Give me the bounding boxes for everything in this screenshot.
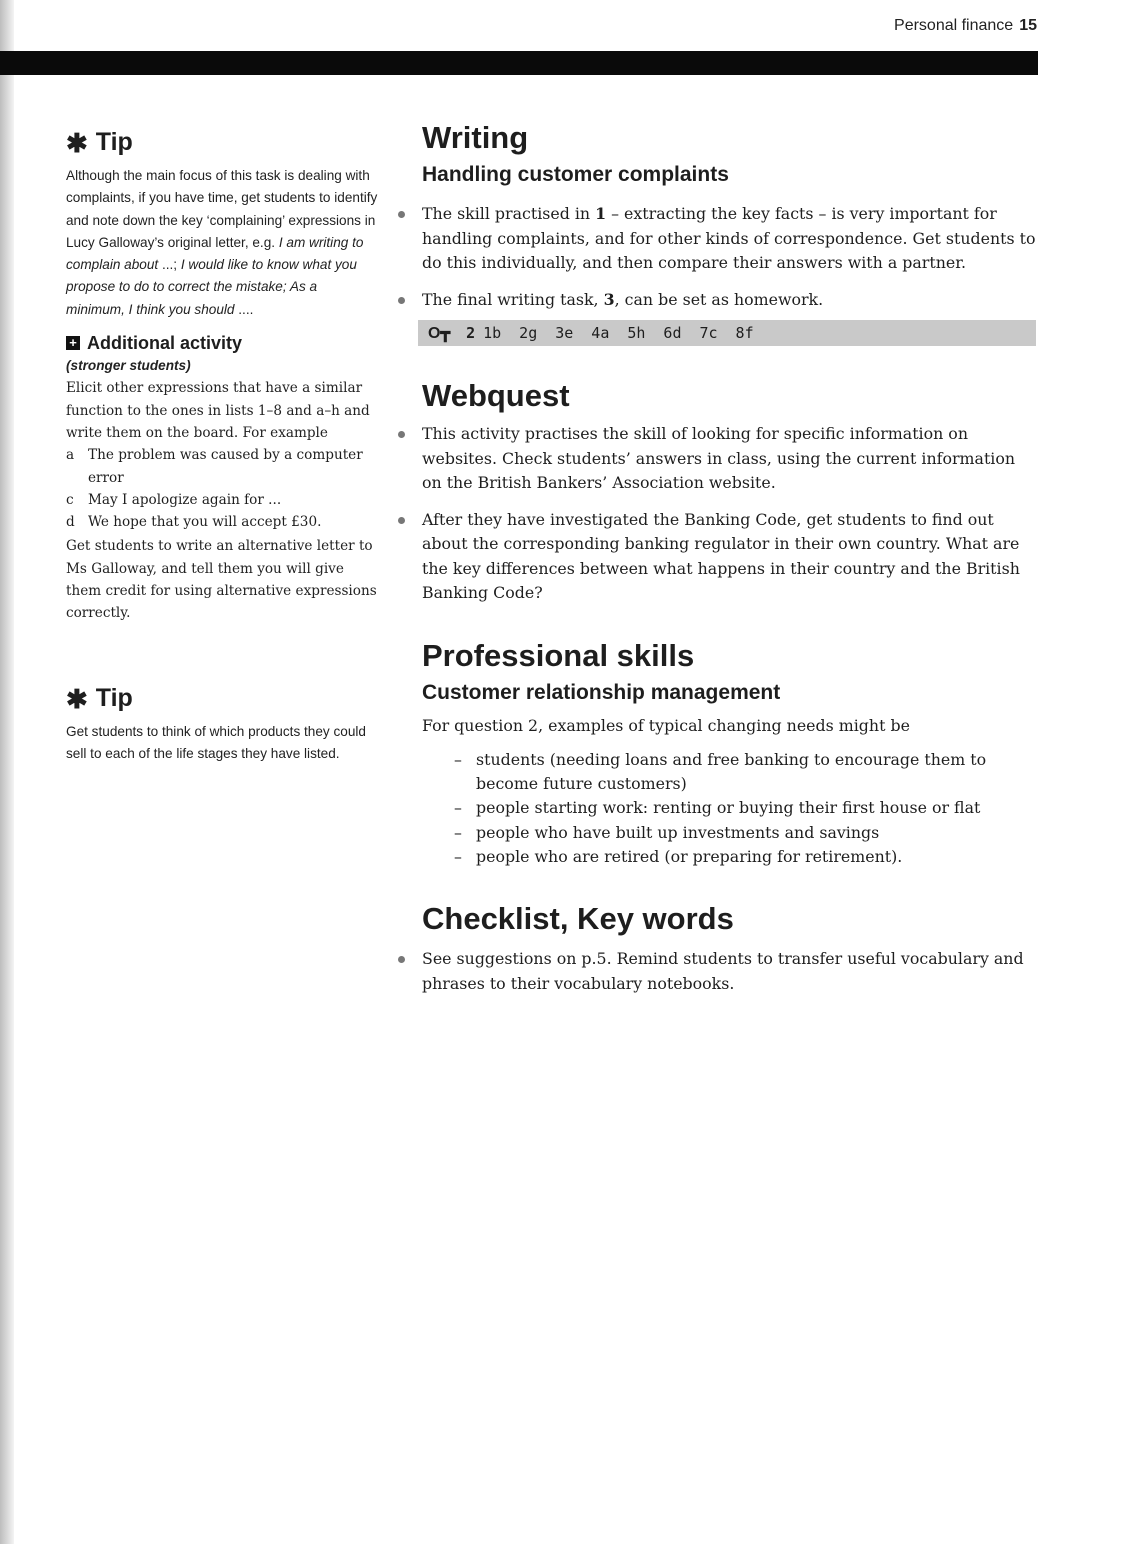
example-list (66, 444, 378, 533)
webquest-bullets (396, 422, 1036, 606)
sidebar (66, 128, 378, 625)
additional-intro: Elicit other expressions that have a similar function to the ones in lists 1–8 and a–h and write them on the board. For example (66, 380, 370, 441)
list-item: a The problem was caused by a computer error (66, 447, 363, 486)
list-item: – people starting work: renting or buying their first house or flat (452, 796, 1036, 820)
additional-outro: Get students to write an alternative letter to Ms Galloway, and tell them you will give them credit for using alternative expressions correctly. (66, 538, 377, 622)
main-column (396, 118, 1036, 996)
tip-text: Although the main focus of this task is dealing with complaints, if you have time, get students to identify and note down the key ‘complaining’ expressions in Lucy Galloway’s original letter, e.g. I am writing to complain about ...; I would like to know what you propose to do to correct the mistake; As a minimum, I think you should .... (66, 168, 378, 317)
additional-activity-heading: + Additional activity (66, 331, 378, 355)
key-answer: 7c (699, 324, 718, 342)
tip-heading: ✱ Tip (66, 127, 133, 158)
writing-bullets (396, 202, 1036, 312)
tip-heading: ✱ Tip (66, 683, 133, 714)
key-answer: 6d (663, 324, 682, 342)
professional-intro: For question 2, examples of typical changing needs might be (422, 715, 910, 735)
running-header (894, 17, 1037, 35)
key-answer: 8f (735, 324, 754, 342)
key-answer: 5h (627, 324, 646, 342)
list-item: The final writing task, 3, can be set as homework. (396, 288, 1036, 313)
list-item: – students (needing loans and free banking to encourage them to become future customers) (452, 748, 1036, 796)
writing-heading: Writing (422, 120, 529, 155)
asterisk-icon: ✱ (66, 127, 88, 158)
key-answer: 3e (555, 324, 574, 342)
page-number: 15 (1019, 17, 1037, 34)
professional-heading: Professional skills (422, 637, 695, 673)
needs-list (452, 748, 1036, 869)
list-item: The skill practised in 1 – extracting the key facts – is very important for handling complaints, and for other kinds of correspondence. Get students to do this individually, and then compare their answers with a partner. (396, 202, 1036, 276)
list-item: – people who are retired (or preparing for retirement). (452, 845, 1036, 869)
list-item: See suggestions on p.5. Remind students to transfer useful vocabulary and phrases to their vocabulary notebooks. (396, 947, 1036, 996)
plus-box-icon: + (66, 336, 80, 350)
professional-subheading: Customer relationship management (422, 680, 781, 704)
professional-section (396, 636, 1036, 870)
key-icon: O┳ (428, 325, 451, 342)
answer-key-bar (418, 320, 1036, 346)
header-title: Personal finance (894, 17, 1014, 34)
writing-subheading: Handling customer complaints (422, 163, 729, 186)
list-item: After they have investigated the Banking Code, get students to find out about the corresponding banking regulator in their own country. What are the key differences between what happens in their country and the British Banking Code? (396, 508, 1036, 606)
list-item: d We hope that you will accept £30. (66, 514, 322, 531)
key-exercise-number: 2 (466, 324, 476, 342)
sidebar-tip-2 (66, 684, 378, 766)
checklist-section (396, 899, 1036, 996)
webquest-heading: Webquest (422, 378, 570, 413)
asterisk-icon: ✱ (66, 683, 88, 714)
webquest-section (396, 376, 1036, 606)
key-answer: 2g (519, 324, 538, 342)
page-binding-shadow (0, 0, 14, 1544)
list-item: – people who have built up investments and savings (452, 821, 1036, 845)
key-answer: 1b (483, 324, 502, 342)
tip-text: Get students to think of which products they could sell to each of the life stages they have listed. (66, 724, 366, 762)
key-answer: 4a (591, 324, 610, 342)
checklist-heading: Checklist, Key words (422, 901, 734, 937)
top-black-bar (0, 51, 1038, 75)
list-item: This activity practises the skill of looking for specific information on websites. Check students’ answers in class, using the current information on the British Bankers’ Association website. (396, 422, 1036, 496)
list-item: c May I apologize again for ... (66, 491, 282, 508)
checklist-bullets (396, 947, 1036, 996)
additional-activity-subheading: (stronger students) (66, 358, 191, 374)
